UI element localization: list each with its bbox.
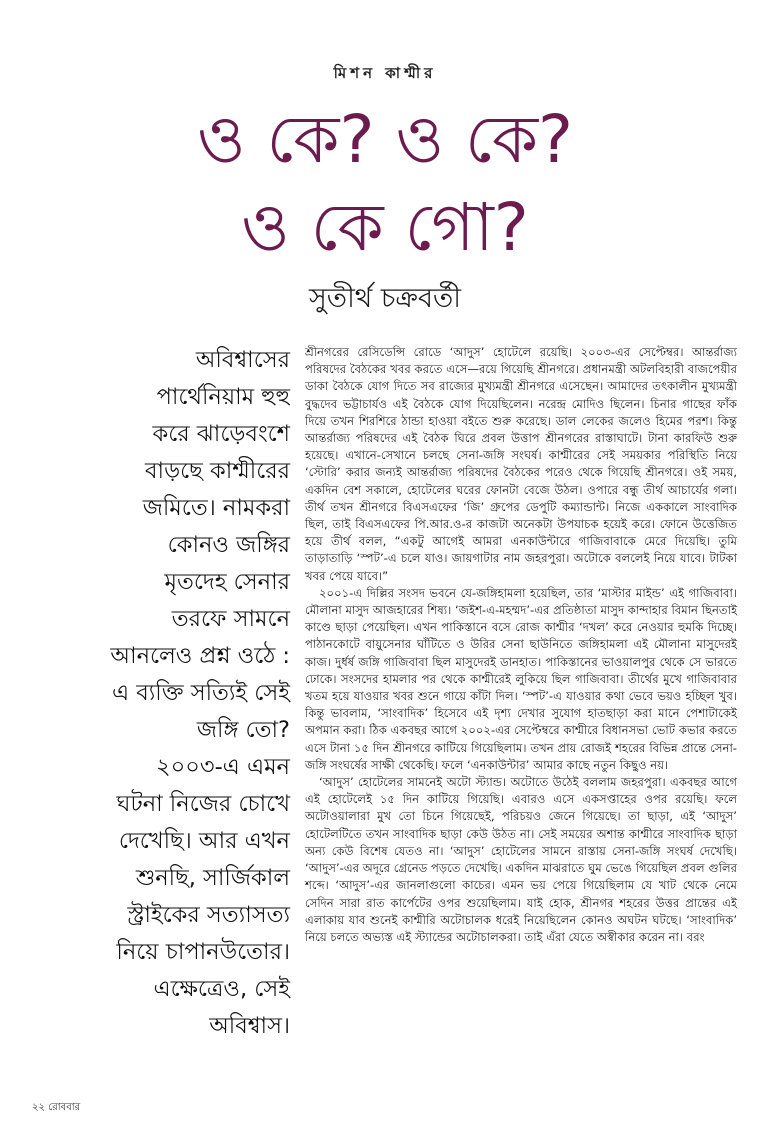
pull-quote-line: জঙ্গি তো? bbox=[196, 717, 290, 743]
pull-quote-line: তরফে সামনে bbox=[171, 606, 290, 632]
headline-line-1: ও কে? ও কে? bbox=[196, 101, 574, 178]
body-paragraph: ২০০১-এ দিল্লির সংসদ ভবনে যে-জঙ্গিহামলা হয়েছিল, তার ‘মাস্টার মাইন্ড’ এই গাজিবাবা। মৌলানা মাসুদ আজহারের শিষ্য। ‘জইশ-এ-মহম্মদ’-এর প্রতিষ্ঠাতা মাসুদ কান্দাহার বিমান ছিনতাই কাণ্ডে ছাড়া পেয়েছিল। এখন পাকিস্তানে বসে রোজ কাশ্মীর ‘দখল’ করে নেওয়ার হুমকি দিচ্ছে। পাঠানকোটে বায়ুসেনার ঘাঁটিতে ও উরির সেনা ছাউনিতে জঙ্গিহামলা এই মৌলানা মাসুদেরই কাজ। দুর্ধর্ষ জঙ্গি গাজিবাবা ছিল মাসুদেরই ডানহাত। পাকিস্তানের ভাওয়ালপুর থেকে সে ভারতে ঢোকে। সংসদের হামলার পর থেকে কাশ্মীরেই লুকিয়ে ছিল গাজিবাবা। তীর্থের মুখে গাজিবাবার খতম হয়ে যাওয়ার খবর শুনে গায়ে কাঁটা দিল। ‘স্পট’-এ যাওয়ার কথা ভেবে ভয়ও হচ্ছিল খুব। কিন্তু ভাবলাম, ‘সাংবাদিক’ হিসেবে এই দৃশ্য দেখার সুযোগ হাতছাড়া করা মানে পেশাটাকেই অপমান করা। ঠিক একবছর আগে ২০০২-এর সেপ্টেম্বরে কাশ্মীরে বিধানসভা ভোট কভার করতে এসে টানা ১৫ দিন শ্রীনগরে কাটিয়ে গিয়েছিলাম। তখন প্রায় রোজই শহরের বিভিন্ন প্রান্তে সেনা-জঙ্গি সংঘর্ষের সাক্ষী থেকেছি। ফলে ‘এনকাউন্টার’ আমার কাছে নতুন কিছুও নয়। bbox=[305, 585, 737, 772]
pull-quote-line: নিয়ে চাপানউতোর। bbox=[116, 939, 290, 965]
pull-quote-line: শুনছি, সার্জিকাল bbox=[135, 865, 290, 891]
pull-quote-line: পার্থেনিয়াম হুহু bbox=[156, 384, 290, 410]
pull-quote-line: ২০০৩-এ এমন bbox=[156, 754, 290, 780]
author-byline: সুতীর্থ চক্রবর্তী bbox=[308, 283, 462, 314]
pull-quote-line: অবিশ্বাস। bbox=[209, 1013, 290, 1039]
pull-quote-line: বাড়ছে কাশ্মীরের bbox=[145, 458, 290, 484]
section-kicker: মিশন কাশ্মীর bbox=[333, 64, 437, 82]
pull-quote-line: ঘটনা নিজের চোখে bbox=[116, 791, 290, 817]
pull-quote-line: মৃতদেহ সেনার bbox=[164, 569, 290, 595]
body-paragraph: শ্রীনগরের রেসিডেন্সি রোডে ‘আদুস’ হোটেলে রয়েছি। ২০০৩-এর সেপ্টেম্বর। আন্তর্রাজ্য পরিষদের বৈঠকের খবর করতে এসে—রয়ে গিয়েছি শ্রীনগরে। প্রধানমন্ত্রী অটলবিহারী বাজপেয়ীর ডাকা বৈঠকে যোগ দিতে সব রাজ্যের মুখ্যমন্ত্রী শ্রীনগরে এসেছেন। আমাদের তৎকালীন মুখ্যমন্ত্রী বুদ্ধদেব ভট্টাচার্যও এই বৈঠকে যোগ দিয়েছিলেন। নরেন্দ্র মোদিও ছিলেন। চিনার গাছের ফাঁক দিয়ে তখন শিরশিরে ঠান্ডা হাওয়া বইতে শুরু করেছে। ডাল লেকের জলেও হিমের পরশ। কিন্তু আন্তর্রাজ্য পরিষদের এই বৈঠক ঘিরে প্রবল উত্তাপ শ্রীনগরের রাস্তাঘাটে। টানা কারফিউ শুরু হয়েছে। এখানে-সেখানে চলছে সেনা-জঙ্গি সংঘর্ষ। কাশ্মীরের সেই সময়কার পরিস্থিতি নিয়ে ‘স্টোরি’ করার জন্যই আন্তর্রাজ্য পরিষদের বৈঠকের পরেও থেকে গিয়েছি শ্রীনগরে। ওই সময়, একদিন বেশ সকালে, হোটেলের ঘরের ফোনটা বেজে উঠল। ওপারে বন্ধু তীর্থ আচার্যের গলা। তীর্থ তখন শ্রীনগরে বিএসএফের ‘জি’ গ্রুপের ডেপুটি কম্যান্ডান্ট। নিজে এককালে সাংবাদিক ছিল, তাই বিএসএফের পি.আর.ও-র কাজটা অনেকটা উপযাচক হয়েই করে। ফোনে উত্তেজিত হয়ে তীর্থ বলল, “একটু আগেই আমরা এনকাউন্টারে গাজিবাবাকে মেরে দিয়েছি। তুমি তাড়াতাড়ি ‘স্পট’-এ চলে যাও। জায়গাটার নাম জহরপুরা। অটোকে বললেই নিয়ে যাবে। টাটকা খবর পেয়ে যাবে।” bbox=[305, 345, 737, 583]
page-footer: ২২ রোববার bbox=[32, 1102, 81, 1113]
pull-quote bbox=[40, 342, 290, 1045]
pull-quote-line: কোনও জঙ্গির bbox=[167, 532, 290, 558]
pull-quote-line: দেখেছি। আর এখন bbox=[118, 828, 290, 854]
headline-line-2: ও কে গো? bbox=[241, 189, 529, 266]
pull-quote-line: এক্ষেত্রেও, সেই bbox=[153, 976, 290, 1002]
pull-quote-line: আনলেও প্রশ্ন ওঠে : bbox=[110, 643, 290, 669]
pull-quote-line: এ ব্যক্তি সত্যিই সেই bbox=[111, 680, 290, 706]
pull-quote-line: স্ট্রাইকের সত্যাসত্য bbox=[127, 902, 290, 928]
headline bbox=[0, 96, 770, 272]
body-paragraph: ‘আদুস’ হোটেলের সামনেই অটো স্ট্যান্ড। অটোতে উঠেই বললাম জহরপুরা। একবছর আগে এই হোটেলেই ১৫ দিন কাটিয়ে গিয়েছি। এবারও এসে একসপ্তাহের ওপর রয়েছি। ফলে অটোওয়ালারা মুখ তো চিনে গিয়েছেই, পরিচয়ও জেনে গিয়েছে। তা ছাড়া, এই ‘আদুস’ হোটেলটিতে তখন সাংবাদিক ছাড়া কেউ উঠত না। সেই সময়ের অশান্ত কাশ্মীরে সাংবাদিক ছাড়া অন্য কেউ বিশেষ যেতও না। ‘আদুস’ হোটেলের সামনে রাস্তায় সেনা-জঙ্গি সংঘর্ষ দেখেছি। ‘আদুস’-এর অদূরে গ্রেনেড পড়তে দেখেছি। একদিন মাঝরাতে ঘুম ভেঙে গিয়েছিল প্রবল গুলির শব্দে। ‘আদুস’-এর জানলাগুলো কাচের। এমন ভয় পেয়ে গিয়েছিলাম যে খাট থেকে নেমে সেদিন সারা রাত কার্পেটের ওপর শুয়েছিলাম। যাই হোক, শ্রীনগর শহরের উত্তর প্রান্তের এই এলাকায় যাব শুনেই কাশ্মীরি অটোচালক ধরেই নিয়েছিলেন কোনও অঘটন ঘটছে। ‘সাংবাদিক’ নিয়ে চলতে অভ্যস্ত এই স্ট্যান্ডের অটোচালকরা। তাই এঁরা যেতে অস্বীকার করেন না। বরং bbox=[305, 775, 737, 944]
pull-quote-line: করে ঝাড়েবংশে bbox=[152, 421, 290, 447]
article-body bbox=[305, 344, 737, 946]
pull-quote-line: অবিশ্বাসের bbox=[195, 347, 290, 373]
pull-quote-line: জমিতে। নামকরা bbox=[142, 495, 290, 521]
